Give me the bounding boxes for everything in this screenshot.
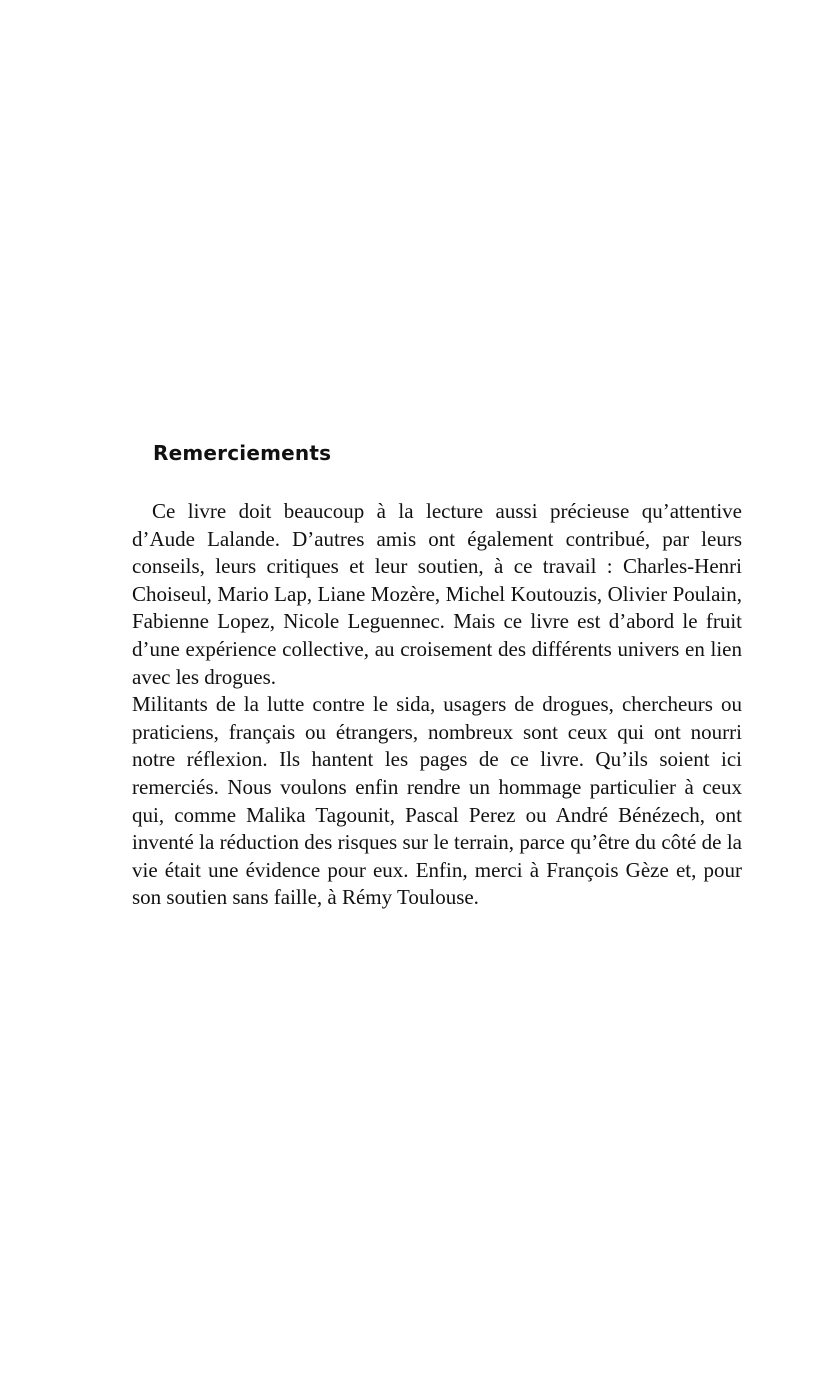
- acknowledgements-section: [132, 436, 742, 912]
- paragraph-2: Militants de la lutte contre le sida, usagers de drogues, chercheurs ou praticiens, français ou étrangers, nombreux sont ceux qui ont nourri notre réflexion. Ils hantent les pages de ce livre. Qu’ils soient ici remerciés. Nous voulons enfin rendre un hommage particulier à ceux qui, comme Malika Tagounit, Pascal Perez ou André Bénézech, ont inventé la réduction des risques sur le terrain, parce qu’être du côté de la vie était une évidence pour eux. Enfin, merci à François Gèze et, pour son soutien sans faille, à Rémy Toulouse.: [132, 692, 742, 910]
- acknowledgements-text: [132, 498, 742, 912]
- section-heading: Remerciements: [153, 441, 332, 465]
- paragraph-1: Ce livre doit beaucoup à la lecture aussi précieuse qu’attentive d’Aude Lalande. D’autres amis ont également contribué, par leurs conseils, leurs critiques et leur soutien, à ce travail : Charles-Henri Choiseul, Mario Lap, Liane Mozère, Michel Koutouzis, Olivier Poulain, Fabienne Lopez, Nicole Leguennec. Mais ce livre est d’abord le fruit d’une expérience collective, au croisement des différents univers en lien avec les drogues.: [132, 499, 742, 689]
